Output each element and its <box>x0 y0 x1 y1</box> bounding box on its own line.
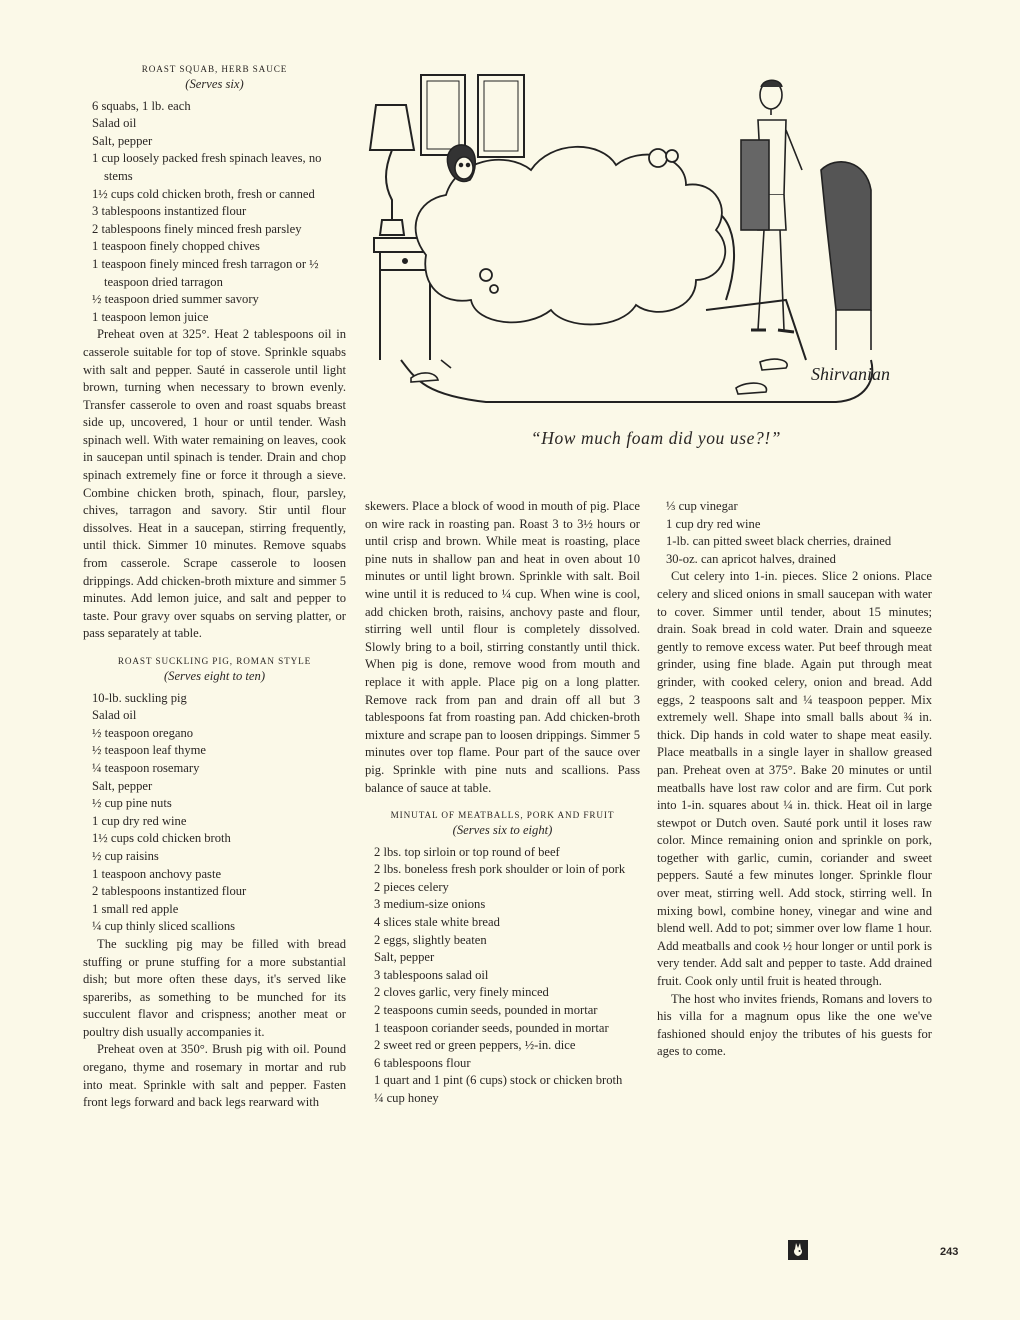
page-number: 243 <box>940 1246 959 1258</box>
ingredient: 1 cup dry red wine <box>92 813 187 828</box>
ingredient: 1½ cups cold chicken broth <box>92 831 231 846</box>
ingredient: 2 tablespoons finely minced fresh parsley <box>92 221 302 236</box>
recipe-method: Preheat oven at 350°. Brush pig with oil. Pound oregano, thyme and rosemary in mortar and rub into meat. Sprinkle with salt and pepper. Fasten front legs forward and back legs rearward with <box>83 1042 346 1110</box>
ingredient: 2 teaspoons cumin seeds, pounded in mortar <box>374 1003 598 1018</box>
ingredient: 10-lb. suckling pig <box>92 690 187 705</box>
ingredient: ½ cup pine nuts <box>92 796 172 811</box>
ingredient: ½ teaspoon leaf thyme <box>92 743 207 758</box>
closing-paragraph: The host who invites friends, Romans and lovers to his villa for a magnum opus like the one we've fashioned should enjoy the tributes of his guests for ages to come. <box>657 991 932 1059</box>
ingredient: Salt, pepper <box>374 950 435 965</box>
ingredient: Salt, pepper <box>92 133 153 148</box>
column-1 <box>83 62 346 1112</box>
ingredient: ⅓ cup vinegar <box>666 499 738 513</box>
ingredient: 3 medium-size onions <box>374 897 486 912</box>
ingredient: ¼ teaspoon rosemary <box>92 760 200 775</box>
ingredient: 1 teaspoon finely minced fresh tarragon or ½ teaspoon dried tarragon <box>92 256 319 289</box>
recipe-intro: The suckling pig may be filled with bread stuffing or prune stuffing for a more substantial dish; but more often these days, it's served like spareribs, as something to be munched for its succulent flavor and crispness; another meat or poultry dish usually accompanies it. <box>83 936 346 1039</box>
ingredient: ½ cup raisins <box>92 848 159 863</box>
recipe-method: Cut celery into 1-in. pieces. Slice 2 onions. Place celery and sliced onions in small saucepan with water to cover. Simmer until tender, about 15 minutes; drain. Soak bread in cold water. Drain and squeeze gently to remove excess water. Put beef through meat grinder, using fine blade. Again put through meat grinder, with cooked celery, onion and bread. Add eggs, 2 teaspoons salt and ¼ teaspoon pepper. Mix extremely well. Shape into small balls about ¾ in. thick. Dip hands in cold water to shape meat easily. Place meatballs in a single layer in shallow greased pan. Preheat oven at 375°. Bake 20 minutes or until meatballs have lost raw color and are firm. Cut pork into 1-in. squares about ¼ in. thick. Heat oil in large stewpot or Dutch oven. Sauté pork until it loses raw color. Mince remaining onion and sprinkle on pork, together with garlic, cumin, coriander and sweet peppers. Sauté a few minutes longer. Sprinkle flour over meat, stirring well. Add stock, stirring well. In mixing bowl, combine honey, vinegar and wine and blend well. Add to pot; simmer over low flame 1 hour. Add meatballs and cook ½ hour longer or until pork is very tender. Add salt and pepper to taste. Add drained fruit. Cook only until fruit is heated through. <box>657 569 932 989</box>
ingredient: 2 tablespoons instantized flour <box>92 884 247 899</box>
ingredient: 1-lb. can pitted sweet black cherries, drained <box>666 534 892 549</box>
recipe-serves: (Serves six to eight) <box>452 823 553 838</box>
ingredient-list <box>657 498 932 568</box>
recipe-title: ROAST SQUAB, HERB SAUCE <box>141 64 288 74</box>
artist-signature: Shirvanian <box>811 364 890 384</box>
ingredient: 2 lbs. top sirloin or top round of beef <box>374 844 560 859</box>
ingredient: 1 teaspoon lemon juice <box>92 309 209 324</box>
ingredient: 2 sweet red or green peppers, ½-in. dice <box>374 1038 576 1053</box>
ingredient: 2 lbs. boneless fresh pork shoulder or loin of pork <box>374 862 626 877</box>
ingredient: 1 teaspoon coriander seeds, pounded in mortar <box>374 1020 609 1035</box>
ingredient: 1 teaspoon anchovy paste <box>92 866 222 881</box>
cartoon-caption: “How much foam did you use?!” <box>530 428 782 448</box>
ingredient: 1 teaspoon finely chopped chives <box>92 239 260 254</box>
ingredient: 2 pieces celery <box>374 879 449 894</box>
ingredient: 3 tablespoons salad oil <box>374 967 489 982</box>
recipe-method: Preheat oven at 325°. Heat 2 tablespoons oil in casserole suitable for top of stove. Sprinkle squabs with salt and pepper. Sauté in casserole until light brown, turning when necessary to brown evenly. Transfer casserole to oven and roast squabs breast side up, uncovered, 1 hour or until tender. Wash spinach well. With water remaining on leaves, cook in saucepan until spinach is tender. Drain and chop spinach extremely fine or force it through a sieve. Combine chicken broth, spinach, flour, parsley, chives, tarragon and savory. Stir until flour dissolves. Heat in a saucepan, stirring frequently, until thick. Simmer 10 minutes. Remove squabs from casserole. Scrape casserole to loosen drippings. Add chicken-broth mixture and simmer 5 minutes. Add lemon juice, and salt and pepper to taste. Pour gravy over squabs on serving platter, or pass separately at table. <box>83 327 346 641</box>
ingredient: 6 tablespoons flour <box>374 1055 471 1070</box>
ingredient: 1 small red apple <box>92 901 179 916</box>
ingredient: 30-oz. can apricot halves, drained <box>666 551 836 566</box>
recipe-serves: (Serves eight to ten) <box>163 669 266 683</box>
ingredient: ½ teaspoon oregano <box>92 725 194 740</box>
recipe-serves: (Serves six) <box>185 77 244 91</box>
ingredient: Salt, pepper <box>92 778 153 793</box>
ingredient-list <box>83 98 346 327</box>
ingredient: 1 cup dry red wine <box>666 516 761 531</box>
recipe-title: ROAST SUCKLING PIG, ROMAN STYLE <box>117 656 312 666</box>
column-3 <box>657 498 932 1061</box>
ingredient-list <box>83 690 346 936</box>
ingredient-list <box>365 844 640 1108</box>
ingredient: 1 quart and 1 pint (6 cups) stock or chicken broth <box>374 1073 623 1088</box>
cartoon-illustration <box>366 60 946 415</box>
recipe-title: MINUTAL OF MEATBALLS, PORK AND FRUIT <box>390 810 615 821</box>
ingredient: ¼ cup honey <box>374 1091 439 1105</box>
ingredient: ½ teaspoon dried summer savory <box>92 292 259 307</box>
ingredient: 2 cloves garlic, very finely minced <box>374 985 549 1000</box>
rabbit-head-icon <box>788 1240 808 1260</box>
ingredient: 4 slices stale white bread <box>374 915 500 930</box>
ingredient: Salad oil <box>92 708 137 723</box>
ingredient: 6 squabs, 1 lb. each <box>92 98 191 113</box>
recipe-method-continued: skewers. Place a block of wood in mouth of pig. Place on wire rack in roasting pan. Roast 3 to 3½ hours or until crisp and brown. While meat is roasting, place pine nuts in shallow pan and heat in oven about 10 minutes or until light brown. Sprinkle with salt. Boil wine until it is reduced to ¼ cup. When wine is cool, add chicken broth, raisins, anchovy paste and flour, stirring well until flour is completely dissolved. Slowly bring to a boil, stirring constantly until thick. When pig is done, remove wood from mouth and replace it with apple. Place pig on a long platter. Remove rack from pan and drain off all but 3 tablespoons fat from roasting pan. Add chicken-broth mixture and scrape pan to loosen drippings. Simmer 5 minutes over top flame. Pour part of the sauce over pig. Sprinkle with pine nuts and scallions. Pass balance of sauce at table. <box>365 499 640 795</box>
ingredient: 3 tablespoons instantized flour <box>92 204 247 219</box>
ingredient: 1½ cups cold chicken broth, fresh or canned <box>92 186 315 201</box>
ingredient: Salad oil <box>92 116 137 131</box>
ingredient: 1 cup loosely packed fresh spinach leaves, no stems <box>92 151 322 183</box>
ingredient: ¼ cup thinly sliced scallions <box>92 919 236 934</box>
ingredient: 2 eggs, slightly beaten <box>374 932 487 947</box>
column-2 <box>365 498 640 1108</box>
